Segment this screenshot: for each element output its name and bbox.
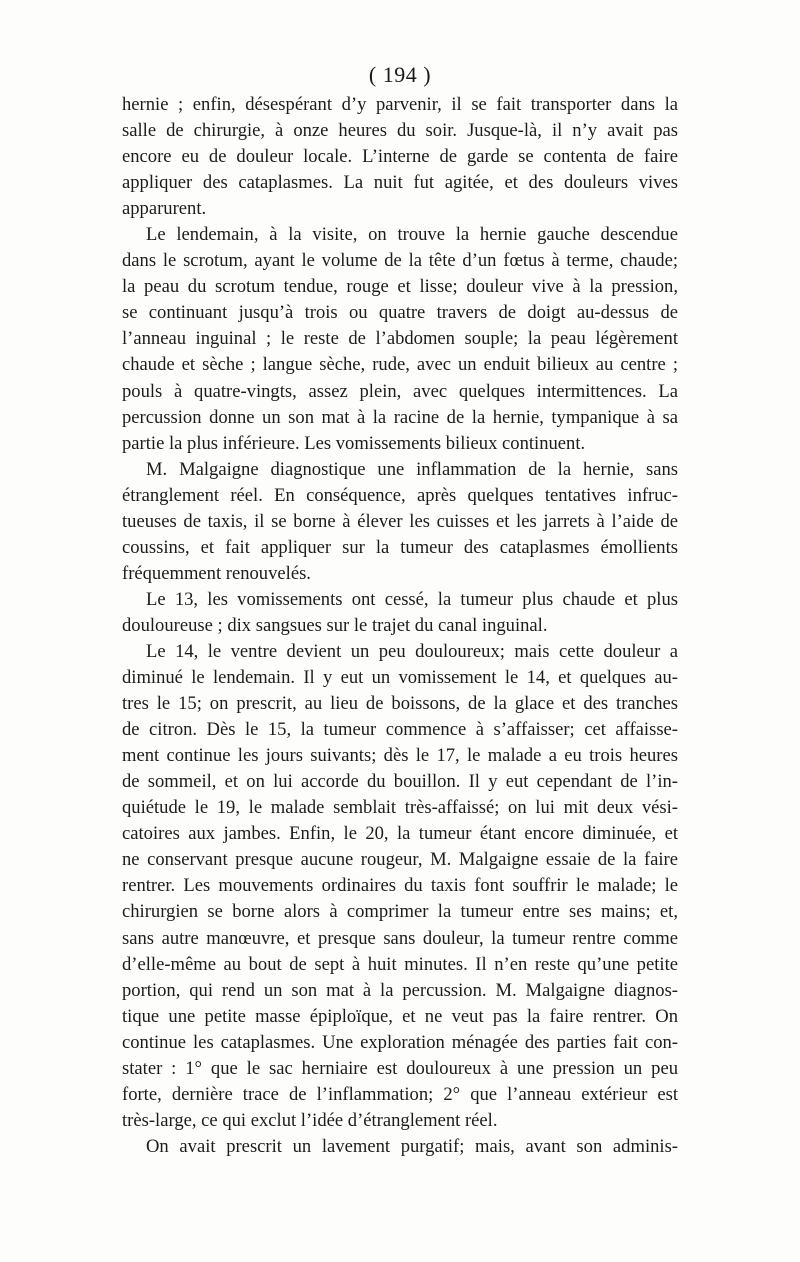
text-line: dans le scrotum, ayant le volume de la tête d’un fœtus à terme, chaude; [122, 250, 678, 272]
text-line: encore eu de douleur locale. L’interne de garde se contenta de faire [122, 146, 678, 168]
text-line: étranglement réel. En conséquence, après quelques tentatives infruc- [122, 484, 678, 506]
text-line: chaude et sèche ; langue sèche, rude, avec un enduit bilieux au centre ; [122, 354, 678, 376]
text-line: Le 13, les vomissements ont cessé, la tumeur plus chaude et plus [146, 588, 678, 610]
text-line: tique une petite masse épiploïque, et ne veut pas la faire rentrer. On [122, 1005, 678, 1027]
text-line: Le 14, le ventre devient un peu douloureux; mais cette douleur a [146, 640, 678, 662]
paragraph [122, 639, 678, 1134]
text-line: forte, dernière trace de l’inflammation; 2° que l’anneau extérieur est [122, 1083, 678, 1105]
text-line: appliquer des cataplasmes. La nuit fut agitée, et des douleurs vives [122, 172, 678, 194]
paragraph [122, 457, 678, 587]
text-line: chirurgien se borne alors à comprimer la tumeur entre ses mains; et, [122, 901, 678, 923]
text-line: sans autre manœuvre, et presque sans douleur, la tumeur rentre comme [122, 927, 678, 949]
text-line: rentrer. Les mouvements ordinaires du taxis font souffrir le malade; le [122, 875, 678, 897]
text-line: pouls à quatre-vingts, assez plein, avec quelques intermittences. La [122, 380, 678, 402]
text-line: apparurent. [122, 198, 207, 220]
text-line: très-large, ce qui exclut l’idée d’étranglement réel. [122, 1109, 498, 1131]
text-line: ment continue les jours suivants; dès le 17, le malade a eu trois heures [122, 745, 678, 767]
body-text [122, 92, 678, 1160]
paragraph [122, 92, 678, 222]
text-line: douloureuse ; dix sangsues sur le trajet du canal inguinal. [122, 614, 548, 636]
text-line: se continuant jusqu’à trois ou quatre travers de doigt au-dessus de [122, 302, 678, 324]
text-line: hernie ; enfin, désespérant d’y parvenir, il se fait transporter dans la [122, 94, 678, 115]
text-line: stater : 1° que le sac herniaire est douloureux à une pression un peu [122, 1057, 678, 1079]
page-number: ( 194 ) [368, 62, 432, 87]
text-line: quiétude le 19, le malade semblait très-affaissé; on lui mit deux vési- [122, 797, 678, 819]
text-line: salle de chirurgie, à onze heures du soir. Jusque-là, il n’y avait pas [122, 120, 678, 142]
text-line: l’anneau inguinal ; le reste de l’abdomen souple; la peau légèrement [122, 328, 678, 350]
text-line: diminué le lendemain. Il y eut un vomissement le 14, et quelques au- [122, 667, 678, 689]
text-line: de sommeil, et on lui accorde du bouillon. Il y eut cependant de l’in- [122, 771, 678, 793]
text-line: percussion donne un son mat à la racine de la hernie, tympanique à sa [122, 406, 678, 428]
text-line: portion, qui rend un son mat à la percussion. M. Malgaigne diagnos- [122, 979, 678, 1001]
text-line: M. Malgaigne diagnostique une inflammation de la hernie, sans [146, 458, 678, 480]
text-line: ne conservant presque aucune rougeur, M. Malgaigne essaie de la faire [122, 849, 678, 871]
text-line: la peau du scrotum tendue, rouge et lisse; douleur vive à la pression, [122, 276, 678, 298]
text-line: tueuses de taxis, il se borne à élever les cuisses et les jarrets à l’aide de [122, 510, 678, 532]
text-line: On avait prescrit un lavement purgatif; mais, avant son adminis- [146, 1135, 678, 1157]
text-line: tres le 15; on prescrit, au lieu de boissons, de la glace et des tranches [122, 693, 678, 715]
text-line: Le lendemain, à la visite, on trouve la hernie gauche descendue [146, 224, 678, 246]
text-line: continue les cataplasmes. Une exploration ménagée des parties fait con- [122, 1031, 678, 1053]
text-line: catoires aux jambes. Enfin, le 20, la tumeur étant encore diminuée, et [122, 823, 678, 845]
paragraph [122, 222, 678, 456]
text-line: partie la plus inférieure. Les vomissements bilieux continuent. [122, 432, 586, 454]
text-line: de citron. Dès le 15, la tumeur commence à s’affaisser; cet affaisse- [122, 719, 678, 741]
text-line: d’elle-même au bout de sept à huit minutes. Il n’en reste qu’une petite [122, 953, 678, 975]
paragraph [122, 587, 678, 639]
paragraph [122, 1134, 678, 1160]
text-line: coussins, et fait appliquer sur la tumeur des cataplasmes émollients [122, 536, 678, 558]
text-line: fréquemment renouvelés. [122, 562, 311, 584]
